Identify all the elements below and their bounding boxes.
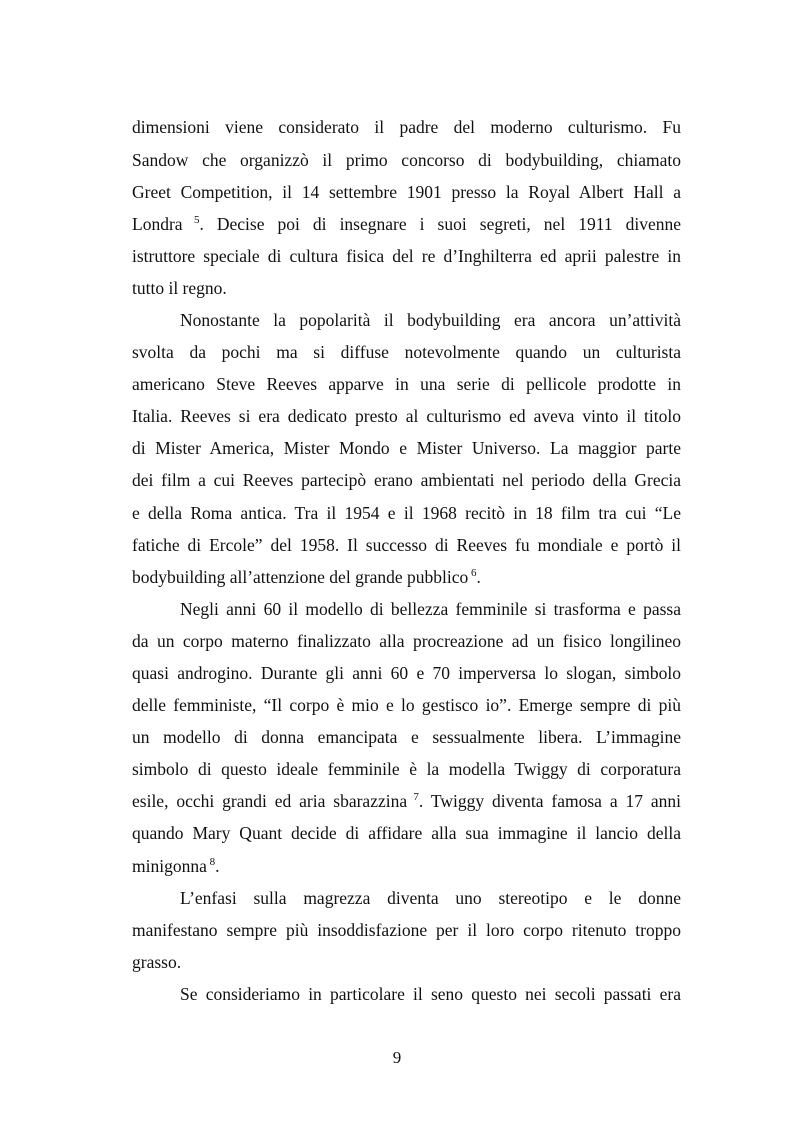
- text-line: e della Roma antica. Tra il 1954 e il 1968 recitò in 18 film tra cui “Le: [132, 503, 681, 523]
- text-line: [132, 856, 681, 876]
- text-segment: esile, occhi grandi ed aria sbarazzina: [132, 791, 408, 811]
- text-line: Italia. Reeves si era dedicato presto al culturismo ed aveva vinto il titolo: [132, 406, 681, 426]
- text-line: quasi androgino. Durante gli anni 60 e 70 imperversa lo slogan, simbolo: [132, 663, 681, 683]
- footnote-ref: [407, 791, 419, 803]
- text-line: Se consideriamo in particolare il seno questo nei secoli passati era: [180, 984, 681, 1004]
- footnote-ref: [183, 214, 200, 226]
- text-line: quando Mary Quant decide di affidare alla sua immagine il lancio della: [132, 823, 681, 843]
- text-segment: .: [215, 856, 220, 876]
- text-line: fatiche di Ercole” del 1958. Il successo di Reeves fu mondiale e portò il: [132, 535, 681, 555]
- text-line: dimensioni viene considerato il padre del moderno culturismo. Fu: [132, 117, 681, 137]
- text-line: dei film a cui Reeves partecipò erano ambientati nel periodo della Grecia: [132, 470, 681, 490]
- text-line: L’enfasi sulla magrezza diventa uno stereotipo e le donne: [180, 888, 681, 908]
- text-segment: minigonna: [132, 856, 207, 876]
- footnote-number: 8: [209, 856, 216, 868]
- text-segment: bodybuilding all’attenzione del grande pubblico: [132, 567, 469, 587]
- page-number: 9: [392, 1048, 402, 1067]
- footnote-number: 6: [471, 567, 477, 579]
- text-segment: .: [476, 567, 481, 587]
- text-line: svolta da pochi ma si diffuse notevolmente quando un culturista: [132, 342, 681, 362]
- text-line: Nonostante la popolarità il bodybuilding era ancora un’attività: [180, 310, 681, 330]
- text-line: [132, 567, 681, 587]
- text-line: da un corpo materno finalizzato alla procreazione ad un fisico longilineo: [132, 631, 681, 651]
- text-line: Greet Competition, il 14 settembre 1901 presso la Royal Albert Hall a: [132, 182, 681, 202]
- text-line: americano Steve Reeves apparve in una serie di pellicole prodotte in: [132, 374, 681, 394]
- text-segment: . Twiggy diventa famosa a 17 anni: [418, 791, 682, 811]
- text-line: simbolo di questo ideale femminile è la modella Twiggy di corporatura: [132, 759, 681, 779]
- text-line: grasso.: [132, 952, 182, 972]
- footnote-number: 7: [413, 791, 419, 803]
- footnote-number: 5: [193, 214, 200, 226]
- footnote-ref: [468, 567, 476, 579]
- text-line: di Mister America, Mister Mondo e Mister Universo. La maggior parte: [132, 438, 681, 458]
- footnote-ref: [207, 856, 215, 868]
- text-line: Negli anni 60 il modello di bellezza femminile si trasforma e passa: [180, 599, 681, 619]
- text-line: manifestano sempre più insoddisfazione per il loro corpo ritenuto troppo: [132, 920, 681, 940]
- text-line: un modello di donna emancipata e sessualmente libera. L’immagine: [132, 727, 681, 747]
- text-line: istruttore speciale di cultura fisica del re d’Inghilterra ed aprii palestre in: [132, 246, 681, 266]
- text-segment: . Decise poi di insegnare i suoi segreti, nel 1911 divenne: [199, 214, 682, 234]
- text-line: delle femministe, “Il corpo è mio e lo gestisco io”. Emerge sempre di più: [132, 695, 681, 715]
- text-line: [132, 791, 681, 811]
- text-line: Sandow che organizzò il primo concorso di bodybuilding, chiamato: [132, 150, 681, 170]
- text-segment: Londra: [132, 214, 183, 234]
- text-line: [132, 214, 681, 234]
- text-line: tutto il regno.: [132, 278, 227, 298]
